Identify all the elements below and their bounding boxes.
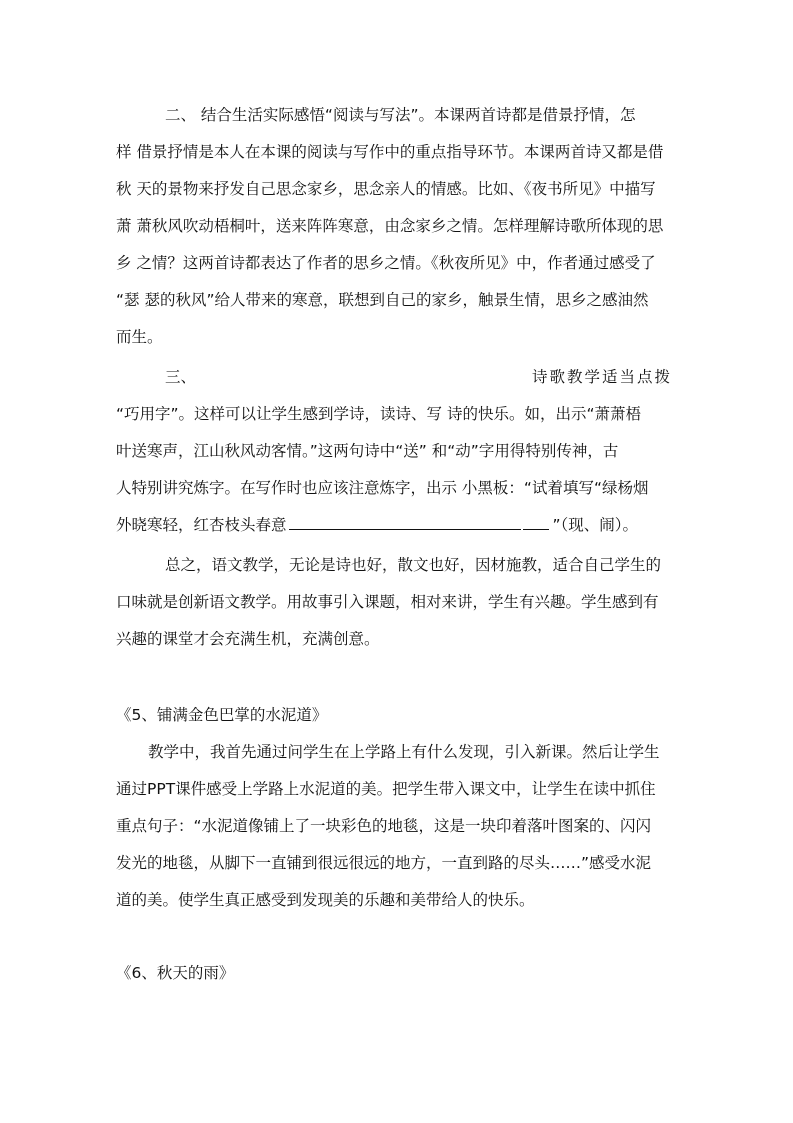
section3-line-3: 人特别讲究炼字。在写作时也应该注意炼字，出示 小黑板：“试着填写“绿杨烟 [116, 479, 649, 497]
section2-line-2: 样 借景抒情是本人在本课的阅读与写作中的重点指导环节。本课两首诗又都是借 [116, 143, 664, 161]
section2-line-1: 二、 结合生活实际感悟“阅读与写法”。本课两首诗都是借景抒情，怎 [165, 106, 636, 124]
lesson5-line-2: 通过PPT课件感受上学路上水泥道的美。把学生带入课文中，让学生在读中抓住 [116, 780, 656, 798]
lesson5-line-1: 教学中，我首先通过问学生在上学路上有什么发现，引入新课。然后让学生 [148, 743, 660, 761]
summary-line-3: 兴趣的课堂才会充满生机，充满创意。 [116, 630, 380, 648]
lesson5-title: 《5、铺满金色巴掌的水泥道》 [116, 706, 328, 724]
section2-line-5: 乡 之情？这两首诗都表达了作者的思乡之情。《秋夜所见》中，作者通过感受了 [116, 254, 656, 272]
section3-line-2: 叶送寒声，江山秋风动客情。”这两句诗中“送” 和“动”字用得特别传神，古 [116, 442, 619, 460]
lesson6-title: 《6、秋天的雨》 [116, 964, 235, 982]
lesson5-line-4: 发光的地毯，从脚下一直铺到很远很远的地方，一直到路的尽头……”感受水泥 [116, 854, 652, 872]
summary-line-2: 口味就是创新语文教学。用故事引入课题，相对来讲，学生有兴趣。学生感到有 [116, 593, 659, 611]
section2-line-6: “瑟 瑟的秋风”给人带来的寒意，联想到自己的家乡，触景生情，思乡之感油然 [116, 291, 649, 309]
section3-line-1: “巧用字”。这样可以让学生感到学诗，读诗、写 诗的快乐。如，出示“萧萧梧 [116, 405, 642, 423]
fill-blank [289, 515, 521, 530]
lesson5-line-3: 重点句子：“水泥道像铺上了一块彩色的地毯，这是一块印着落叶图案的、闪闪 [116, 817, 652, 835]
section2-line-7: 而生。 [116, 328, 163, 346]
fill-blank-short [523, 515, 549, 530]
section3-fill-line [116, 514, 686, 536]
summary-line-1: 总之，语文教学，无论是诗也好，散文也好，因材施教，适合自己学生的 [165, 556, 662, 574]
section2-line-4: 萧 萧秋风吹动梧桐叶，送来阵阵寒意，由念家乡之情。怎样理解诗歌所体现的思 [116, 217, 664, 235]
section3-number: 三、 [165, 368, 197, 386]
fill-prefix: 外晓寒轻，红杏枝头春意 [116, 516, 287, 534]
lesson5-line-5: 道的美。使学生真正感受到发现美的乐趣和美带给人的快乐。 [116, 891, 535, 909]
section2-line-3: 秋 天的景物来抒发自己思念家乡，思念亲人的情感。比如、《夜书所见》中描写 [116, 180, 656, 198]
fill-suffix: ”（现、闹）。 [552, 516, 639, 534]
section3-title: 诗歌教学适当点拨 [532, 368, 673, 386]
